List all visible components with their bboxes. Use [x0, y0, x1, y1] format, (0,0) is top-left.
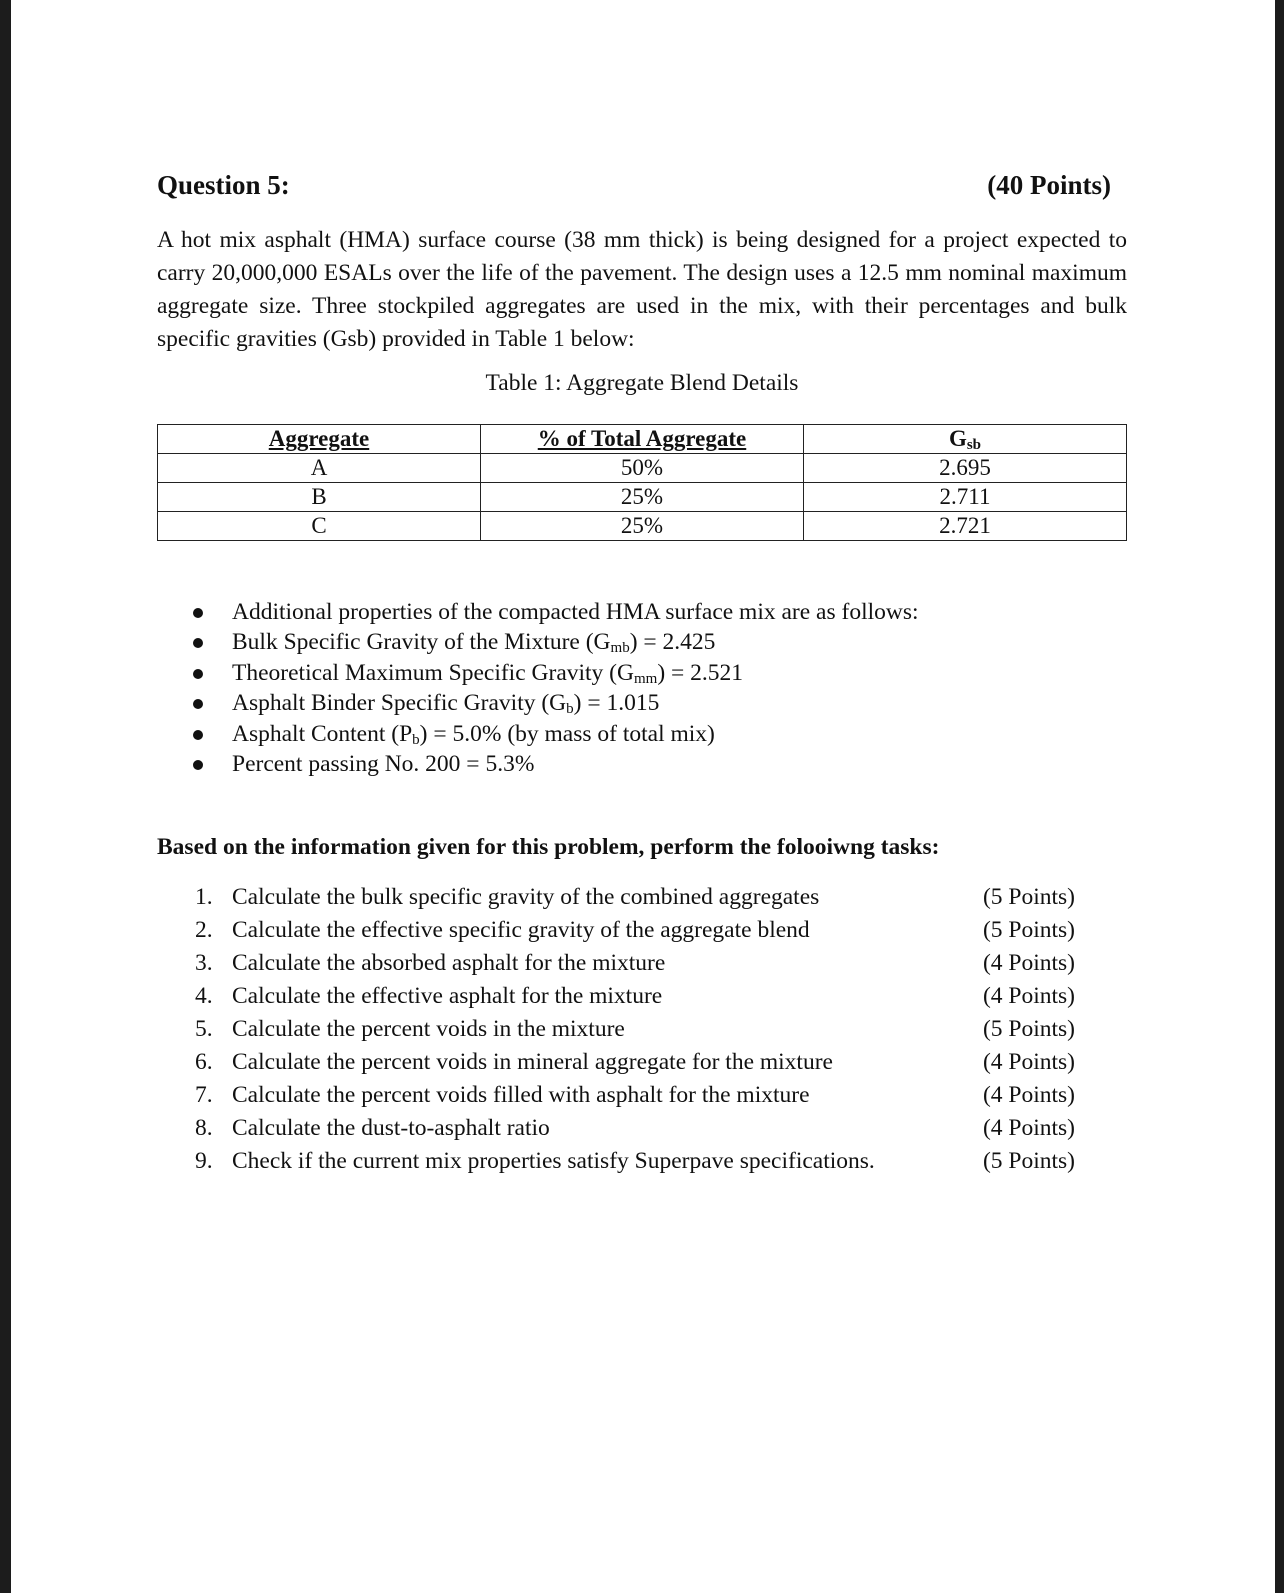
- task-points: (5 Points): [982, 884, 1075, 910]
- property-subscript: mm: [633, 670, 658, 687]
- task-number: 9.: [195, 1148, 213, 1174]
- task-number: 6.: [195, 1049, 213, 1075]
- list-item: [195, 1145, 1075, 1178]
- task-text: Calculate the bulk specific gravity of the combined aggregates: [232, 884, 820, 910]
- task-number: 4.: [195, 983, 213, 1009]
- list-item: [195, 947, 1075, 980]
- property-subscript: b: [412, 731, 420, 748]
- properties-list: [193, 597, 1093, 779]
- header-percent-label: % of Total Aggregate: [537, 426, 747, 451]
- table-header-row: [158, 425, 1127, 454]
- property-subscript: mb: [610, 640, 630, 657]
- cell-gsb: 2.721: [804, 512, 1127, 541]
- task-number: 7.: [195, 1082, 213, 1108]
- header-aggregate-label: Aggregate: [268, 426, 370, 451]
- list-item: [193, 719, 1093, 749]
- task-number: 8.: [195, 1115, 213, 1141]
- property-text: Additional properties of the compacted HMA surface mix are as follows:: [232, 599, 919, 625]
- task-points: (4 Points): [982, 950, 1075, 976]
- task-number: 1.: [195, 884, 213, 910]
- cell-percent: 25%: [481, 483, 804, 512]
- property-text: Asphalt Content (P: [232, 720, 413, 747]
- header-aggregate: [158, 425, 481, 454]
- task-text: Calculate the percent voids in the mixture: [232, 1016, 625, 1042]
- task-number: 5.: [195, 1016, 213, 1042]
- page-edge-right: [1275, 0, 1284, 1593]
- tasks-heading: Based on the information given for this problem, perform the folooiwng tasks:: [157, 834, 940, 860]
- cell-gsb: 2.695: [804, 454, 1127, 483]
- task-points: (4 Points): [982, 983, 1075, 1009]
- header-percent: [481, 425, 804, 454]
- property-value: ) = 2.425: [629, 629, 716, 656]
- task-points: (5 Points): [982, 1016, 1075, 1042]
- list-item: [195, 1079, 1075, 1112]
- list-item: [193, 627, 1093, 657]
- tasks-list: [195, 881, 1075, 1178]
- list-item: [195, 914, 1075, 947]
- table-caption: Table 1: Aggregate Blend Details: [485, 370, 799, 396]
- cell-percent: 50%: [481, 454, 804, 483]
- question-title: Question 5:: [157, 170, 290, 200]
- task-number: 2.: [195, 917, 213, 943]
- cell-aggregate: C: [158, 512, 481, 541]
- page-edge-left: [0, 0, 11, 1593]
- bullet-icon: [193, 669, 203, 679]
- table-row: [158, 512, 1127, 541]
- task-points: (5 Points): [982, 917, 1075, 943]
- task-points: (5 Points): [982, 1148, 1075, 1174]
- bullet-icon: [193, 638, 203, 648]
- cell-gsb: 2.711: [804, 483, 1127, 512]
- table-row: [158, 454, 1127, 483]
- bullet-icon: [193, 730, 203, 740]
- bullet-icon: [193, 760, 203, 770]
- task-text: Calculate the effective specific gravity of the aggregate blend: [232, 917, 810, 943]
- intro-paragraph: A hot mix asphalt (HMA) surface course (38 mm thick) is being designed for a project expected to carry 20,000,000 ESALs over the life of the pavement. The design uses a 12.5 mm nominal maximum aggregate size. Three stockpiled aggregates are used in the mix, with their percentages and bulk specific gravities (Gsb) provided in Table 1 below:: [157, 227, 1127, 352]
- task-text: Calculate the dust-to-asphalt ratio: [232, 1115, 550, 1141]
- bullet-icon: [193, 608, 203, 618]
- task-points: (4 Points): [982, 1115, 1075, 1141]
- cell-percent: 25%: [481, 512, 804, 541]
- list-item: [195, 1112, 1075, 1145]
- question-points: (40 Points): [987, 170, 1111, 200]
- property-value: ) = 2.521: [657, 659, 744, 686]
- property-value: ) = 1.015: [573, 690, 660, 717]
- list-item: [195, 881, 1075, 914]
- cell-aggregate: B: [158, 483, 481, 512]
- header-gsb-main: G: [948, 426, 967, 451]
- list-item: [193, 658, 1093, 688]
- task-text: Calculate the percent voids in mineral aggregate for the mixture: [232, 1049, 833, 1075]
- property-subscript: b: [566, 701, 574, 718]
- task-text: Calculate the effective asphalt for the mixture: [232, 983, 663, 1009]
- header-gsb-sub: sb: [966, 437, 982, 453]
- task-text: Check if the current mix properties satisfy Superpave specifications.: [232, 1148, 875, 1174]
- property-text: Theoretical Maximum Specific Gravity (G: [232, 659, 634, 686]
- list-item: [195, 1013, 1075, 1046]
- task-number: 3.: [195, 950, 213, 976]
- aggregate-table: [157, 424, 1127, 541]
- property-text: Asphalt Binder Specific Gravity (G: [232, 690, 567, 717]
- header-gsb: [804, 425, 1127, 454]
- property-text: Percent passing No. 200 = 5.3%: [232, 751, 535, 778]
- task-text: Calculate the percent voids filled with asphalt for the mixture: [232, 1082, 810, 1108]
- list-item: [193, 597, 1093, 627]
- table-row: [158, 483, 1127, 512]
- question-header: [157, 170, 1111, 201]
- task-points: (4 Points): [982, 1049, 1075, 1075]
- cell-aggregate: A: [158, 454, 481, 483]
- list-item: [193, 749, 1093, 779]
- bullet-icon: [193, 699, 203, 709]
- list-item: [195, 1046, 1075, 1079]
- task-points: (4 Points): [982, 1082, 1075, 1108]
- task-text: Calculate the absorbed asphalt for the mixture: [232, 950, 666, 976]
- property-value: ) = 5.0% (by mass of total mix): [419, 720, 715, 747]
- property-text: Bulk Specific Gravity of the Mixture (G: [232, 629, 611, 656]
- list-item: [195, 980, 1075, 1013]
- list-item: [193, 688, 1093, 718]
